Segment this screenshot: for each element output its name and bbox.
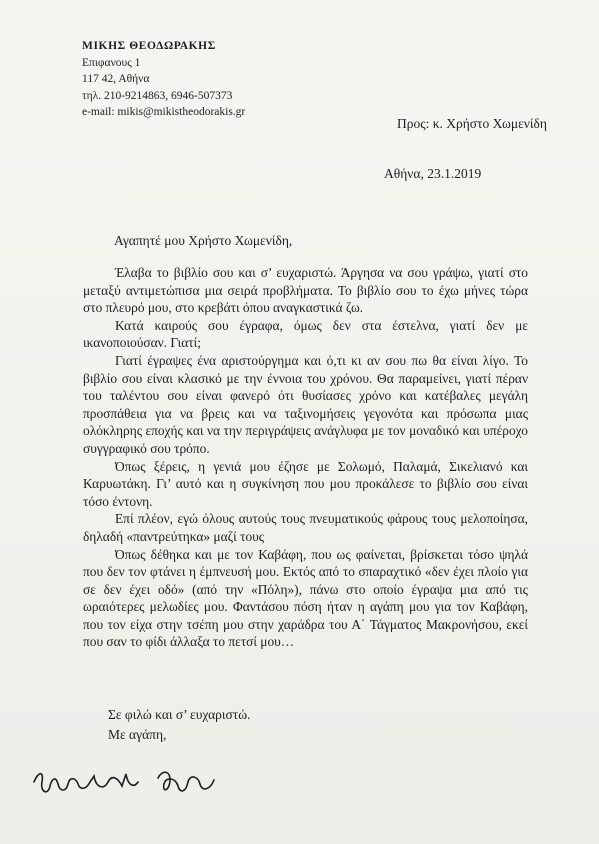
- greeting: Αγαπητέ μου Χρήστο Χωμενίδη,: [114, 233, 293, 248]
- closing-love: Με αγάπη,: [108, 727, 167, 742]
- paragraph-3: Γιατί έγραψες ένα αριστούργημα και ό,τι κι αν σου πω θα είναι λίγο. Το βιβλίο σου είναι κλασικό με την έννοια του χρόνου. Θα παραμείνει, γιατί πέραν του ταλέντου σου είναι φανερό ότι θυσίασες χρόνο και κατέβαλες μεγάλη προσπάθεια για να βρεις και να ταξινομήσεις γεγονότα και πρόσωπα μιας ολόκληρης εποχής και να την περιγράψεις ανάγλυφα με τον μοναδικό και υπέροχο συγγραφικό σου τρόπο.: [83, 352, 528, 456]
- paragraph-6: Όπως δέθηκα και με τον Καβάφη, που ως φαίνεται, βρίσκεται τόσο ψηλά που δεν τον φτάνει η έμπνευσή μου. Εκτός από το σπαραχτικό «δεν έχει πλοίο για σε δεν έχει οδό» (από την «Πόλη»), πάνω στο οποίο έγραψα μια από τις ωραιότερες μελωδίες μου. Φαντάσου πόση ήταν η αγάπη μου για τον Καβάφη, που τον είχα στην τσέπη μου στην χαράδρα του Α΄ Τάγματος Μακρονήσου, εκεί που σαν το φίδι άλλαξα το πετσί μου…: [83, 546, 528, 650]
- paragraph-2: Κατά καιρούς σου έγραφα, όμως δεν στα έστελνα, γιατί δεν με ικανοποιούσαν. Γιατί;: [83, 317, 528, 351]
- paragraph-1: Έλαβα το βιβλίο σου και σ’ ευχαριστώ. Άργησα να σου γράψω, γιατί στο μεταξύ αντιμετώπισα μια σειρά προβλήματα. Το βιβλίο σου το έχω μήνες τώρα στο πλευρό μου, στο κρεβάτι όπου αναγκαστικά ζω.: [83, 265, 528, 316]
- letter-date: Αθήνα, 23.1.2019: [384, 166, 482, 181]
- closing-thanks: Σε φιλώ και σ’ ευχαριστώ.: [108, 707, 251, 722]
- letter-body: [83, 264, 528, 651]
- sender-city: 117 42, Αθήνα: [82, 73, 150, 86]
- letterhead: [82, 38, 245, 121]
- handwritten-signature: [28, 752, 238, 812]
- paragraph-4: Όπως ξέρεις, η γενιά μου έζησε με Σολωμό, Παλαμά, Σικελιανό και Καρυωτάκη. Γι’ αυτό και η συγκίνηση που μου προκάλεσε το βιβλίο σου είναι τόσο έντονη.: [83, 458, 528, 509]
- sender-phone: τηλ. 210-9214863, 6946-507373: [82, 89, 233, 102]
- sender-street: Επιφανους 1: [82, 56, 141, 69]
- paragraph-5: Επί πλέον, εγώ όλους αυτούς τους πνευματικούς φάρους τους μελοποίησα, δηλαδή «παντρεύτηκα» μαζί τους: [83, 511, 528, 544]
- sender-name: ΜΙΚΗΣ ΘΕΟΔΩΡΑΚΗΣ: [82, 40, 216, 52]
- sender-email: e-mail: mikis@mikistheodorakis.gr: [82, 106, 246, 119]
- closing: [108, 705, 251, 745]
- recipient-line: Προς: κ. Χρήστο Χωμενίδη: [397, 116, 547, 131]
